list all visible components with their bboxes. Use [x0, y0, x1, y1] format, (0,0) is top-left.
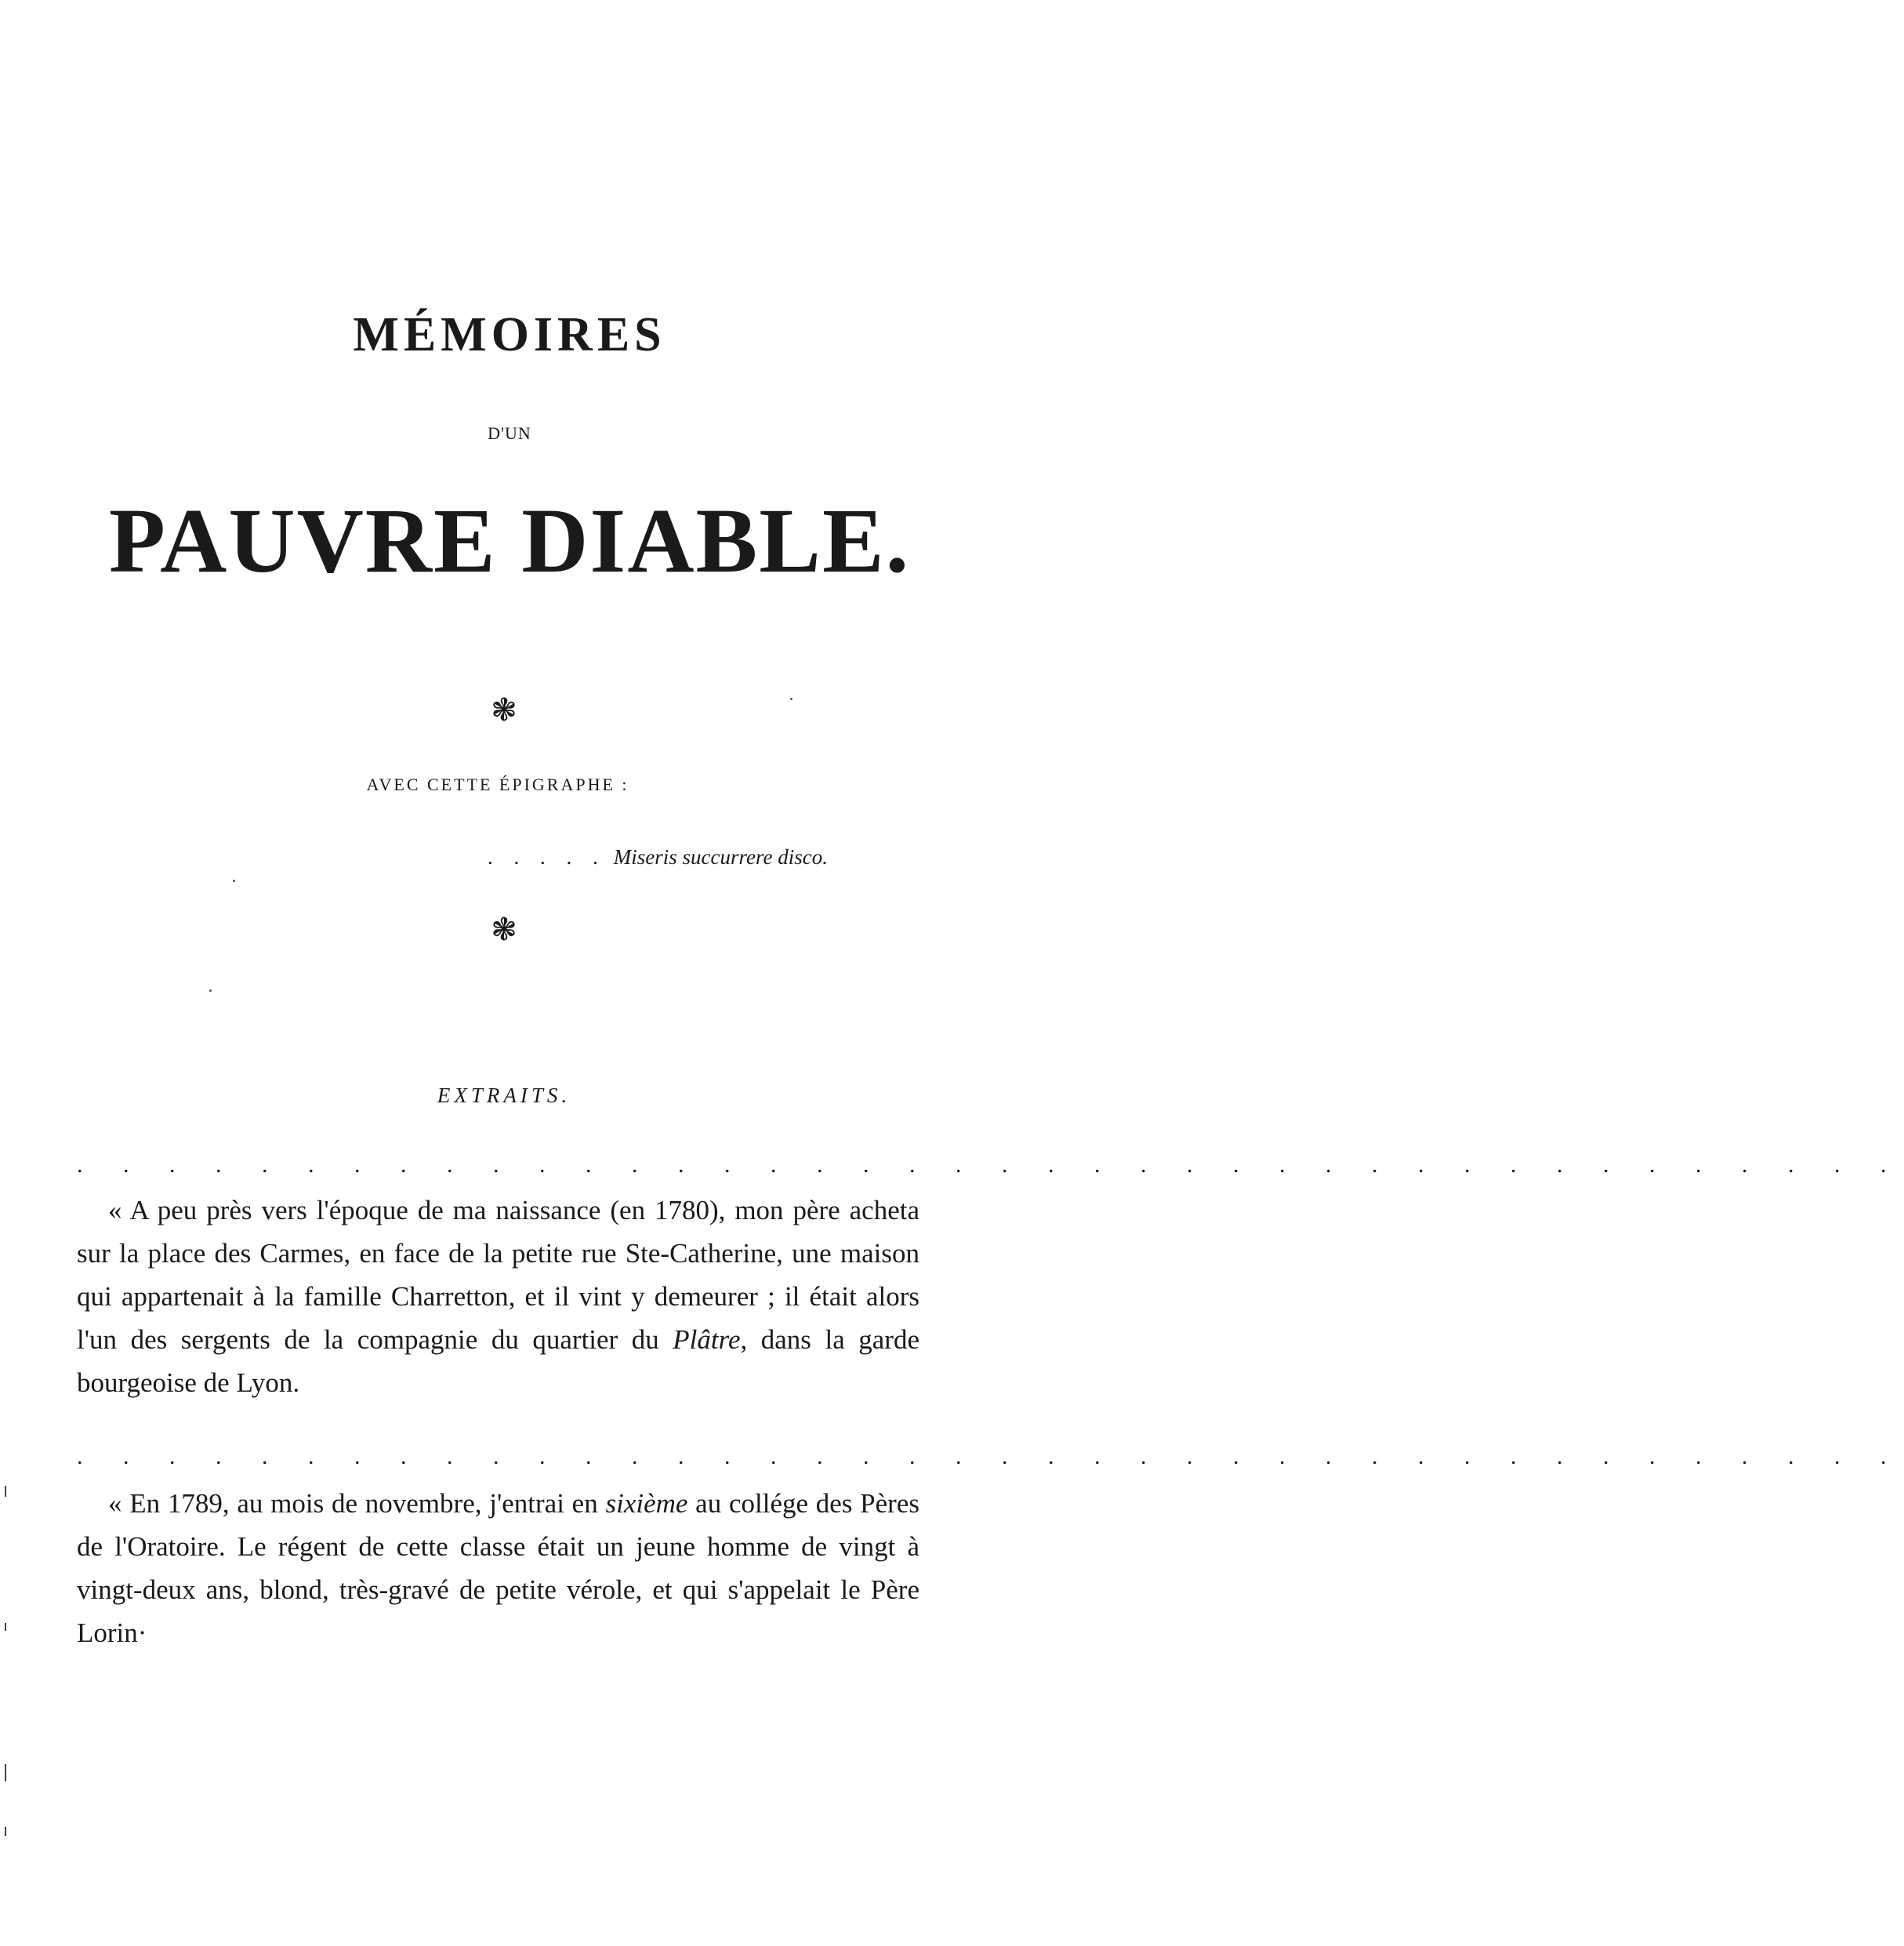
paragraph-2-text-a: « En 1789, au mois de novembre, j'entrai en [108, 1488, 606, 1519]
title-pauvre-diable: PAUVRE DIABLE. [108, 489, 911, 592]
scan-speck [209, 989, 212, 992]
scan-margin-mark [5, 1764, 6, 1781]
scan-margin-mark [5, 1486, 6, 1497]
flower-ornament-icon: ❃ [491, 692, 517, 728]
section-heading-extraits: EXTRAITS. [437, 1084, 571, 1107]
flower-ornament-icon: ❃ [491, 912, 517, 947]
epigraph-text: Miseris succurrere disco. [613, 845, 828, 869]
scan-speck [790, 698, 792, 700]
epigraph-intro: AVEC CETTE ÉPIGRAPHE : [366, 775, 629, 794]
scan-margin-mark [5, 1827, 6, 1836]
dot-leader-row: . . . . . . . . . . . . . . . . . . . . . . . . . . . . . . . . . . . . . . . . [77, 1152, 1904, 1178]
dot-leader-row: . . . . . . . . . . . . . . . . . . . . . . . . . . . . . . . . . . . . . . . . [77, 1443, 1904, 1469]
epigraph-quote [488, 845, 828, 870]
title-dun: D'UN [488, 423, 531, 443]
paragraph-2-italic: sixième [605, 1488, 688, 1519]
paragraph-2-text-b: au collége des Pères de l'Oratoire. Le régent de cette classe était un jeune homme de vingt à vingt-deux ans, blond, très-gravé de petite vérole, et qui s'appelait le Père Lorin· [77, 1488, 919, 1648]
paragraph-1-italic: Plâtre [673, 1324, 741, 1355]
scan-speck [233, 880, 235, 882]
title-memoires: MÉMOIRES [353, 308, 666, 361]
paragraph-1-text-a: « A peu près vers l'époque de ma naissance (en 1780), mon père acheta sur la place des Carmes, en face de la petite rue Ste-Catherine, une maison qui appartenait à la famille Charretton, et il vint y demeurer ; il était alors l'un des sergents de la compagnie du quartier du [77, 1195, 919, 1355]
paragraph-1 [77, 1189, 919, 1404]
paragraph-2 [77, 1482, 919, 1654]
scan-margin-mark [5, 1623, 6, 1631]
epigraph-dots: . . . . . [488, 845, 606, 869]
paragraph-1-text-b: , dans la garde bourgeoise de Lyon. [77, 1324, 919, 1398]
